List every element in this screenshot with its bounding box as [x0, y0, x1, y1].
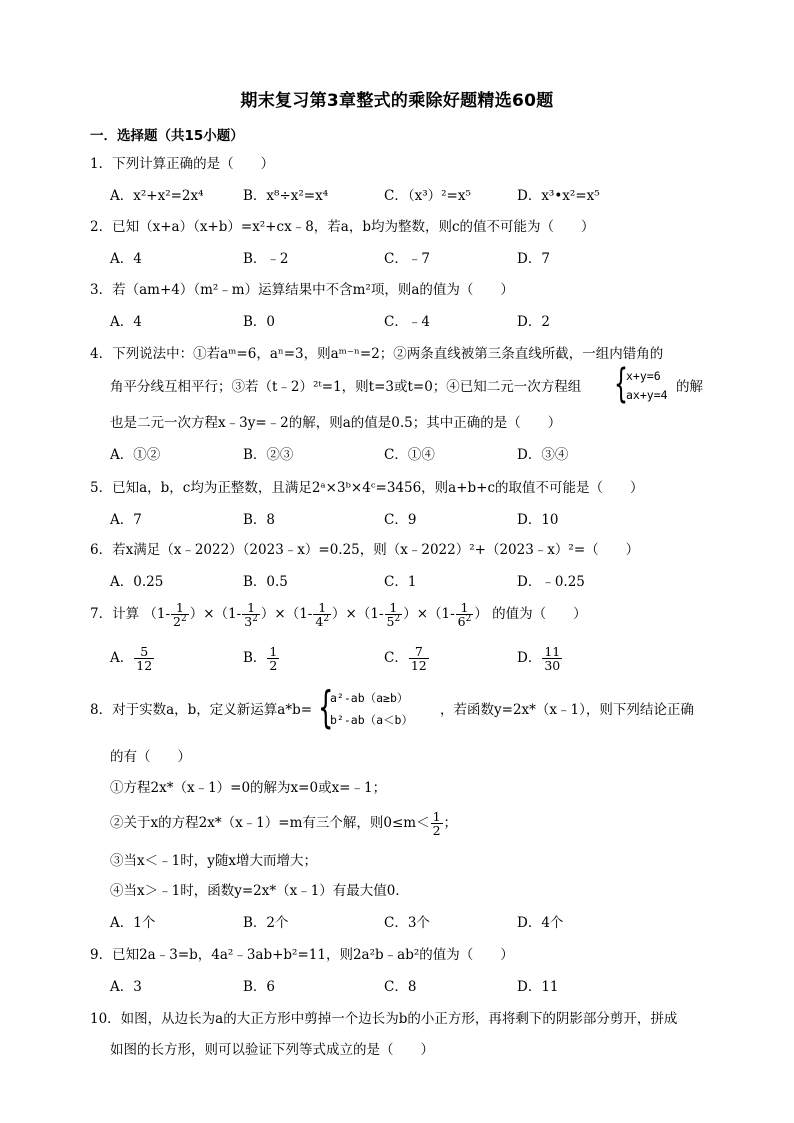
question-3-stem: 3．若（am+4）（m²﹣m）运算结果中不含m²项，则a的值为（ ） [90, 282, 514, 298]
q8-statement-4: ④当x＞﹣1时，函数y=2x*（x﹣1）有最大值0． [110, 883, 409, 899]
q3-option-a: A．4 [110, 314, 142, 330]
q2-option-c: C．﹣7 [384, 251, 430, 267]
q6-option-c: C．1 [384, 574, 417, 590]
section-heading: 一．选择题（共15小题） [90, 128, 244, 144]
question-6-stem: 6．若x满足（x﹣2022）（2023﹣x）=0.25，则（x﹣2022）²+（2023﹣x）²=（ ） [90, 542, 640, 558]
question-1-stem: 1．下列计算正确的是（ ） [90, 156, 275, 172]
q8-statement-1: ①方程2x*（x﹣1）=0的解为x=0或x=﹣1； [110, 780, 387, 796]
system-eq-1: x+y=6 [626, 369, 661, 383]
q3-option-d: D．2 [517, 314, 550, 330]
piecewise-case-1: a²-ab（a≥b） [330, 691, 409, 705]
q6-option-d: D．﹣0.25 [517, 574, 585, 590]
question-7-stem [90, 599, 587, 629]
question-10-line2: 如图的长方形，则可以验证下列等式成立的是（ ） [110, 1042, 434, 1058]
q8-statement-2: ②关于x的方程2x*（x﹣1）=m有三个解，则0≤m＜ $\frac{1}{2}$ ； [110, 809, 458, 838]
piecewise-case-2: b²-ab（a＜b） [330, 713, 413, 727]
q7-option-b: B． $\frac{1}{2}$ [243, 644, 278, 673]
q1-option-b: B．x⁸÷x²=x⁴ [243, 188, 329, 204]
q7-fraction-5: $\frac{1}{6^2}$ [457, 600, 472, 629]
q7-suffix: 的值为（ ） [492, 606, 587, 622]
equation-system [614, 361, 674, 407]
question-4-line1: 4．下列说法中：①若aᵐ=6，aⁿ=3，则aᵐ⁻ⁿ=2；②两条直线被第三条直线所截，一组内错角的 [90, 346, 664, 362]
question-9-stem: 9．已知2a﹣3=b，4a²﹣3ab+b²=11，则2a²b﹣ab²的值为（ ） [90, 947, 514, 963]
q4-option-d: D．③④ [517, 447, 569, 463]
q5-option-d: D．10 [517, 512, 559, 528]
q7-product: （1- $\frac{1}{2^2}$ ）×（1- $\frac{1}{3^2}$ ）×（1- $\frac{1}{4^2}$ ）×（1- $\frac{1}{5^2}$ ）×（1- $\frac{1}{6^2}$ ） [143, 600, 488, 629]
q8-option-c: C．3个 [384, 915, 430, 931]
q6-option-b: B．0.5 [243, 574, 288, 590]
q7-option-d: D． $\frac{11}{30}$ [517, 644, 561, 673]
q9-option-d: D．11 [517, 979, 559, 995]
q2-option-d: D．7 [517, 251, 550, 267]
q8-option-a: A．1个 [110, 915, 156, 931]
q5-option-a: A．7 [110, 512, 142, 528]
q7-fraction-2: $\frac{1}{3^2}$ [244, 600, 258, 629]
question-4-line2: 角平分线互相平行；③若（t﹣2）²ᵗ=1，则t=3或t=0；④已知二元一次方程组 [110, 379, 582, 395]
q7-option-c: C． $\frac{7}{12}$ [384, 644, 427, 673]
q9-option-b: B．6 [243, 979, 276, 995]
question-8-stem-c: 的有（ ） [110, 749, 191, 765]
q9-option-c: C．8 [384, 979, 417, 995]
q2-option-a: A．4 [110, 251, 142, 267]
question-2-stem: 2．已知（x+a）（x+b）=x²+cx﹣8，若a，b均为整数，则c的值不可能为（ ） [90, 219, 595, 235]
q7-option-a: A． $\frac{5}{12}$ [110, 644, 153, 673]
q3-option-c: C．﹣4 [384, 314, 430, 330]
q7-fraction-3: $\frac{1}{4^2}$ [315, 600, 330, 629]
q3-option-b: B．0 [243, 314, 276, 330]
q8-option-b: B．2个 [243, 915, 289, 931]
system-eq-2: ax+y=4 [626, 388, 668, 402]
q5-option-c: C．9 [384, 512, 417, 528]
q7-fraction-1: $\frac{1}{2^2}$ [173, 600, 187, 629]
brace-symbol: { [614, 361, 628, 407]
q9-option-a: A．3 [110, 979, 142, 995]
question-4-line2-tail: 的解 [676, 379, 703, 395]
question-5-stem: 5．已知a，b，c均为正整数，且满足2ᵃ×3ᵇ×4ᶜ=3456，则a+b+c的取值不可能是（ ） [90, 480, 644, 496]
q2-option-b: B．﹣2 [243, 251, 289, 267]
q7-prefix: 7．计算 [90, 606, 140, 622]
q5-option-b: B．8 [243, 512, 276, 528]
q6-option-a: A．0.25 [110, 574, 164, 590]
brace-symbol: { [318, 682, 334, 733]
q4-option-c: C．①④ [384, 447, 435, 463]
piecewise-definition [318, 682, 438, 733]
page-title: 期末复习第3章整式的乘除好题精选60题 [240, 91, 554, 111]
q1-option-d: D．x³•x²=x⁵ [517, 188, 600, 204]
q4-option-a: A．①② [110, 447, 161, 463]
q1-option-a: A．x²+x²=2x⁴ [110, 188, 204, 204]
question-8-stem-a: 8．对于实数a，b，定义新运算a*b= [90, 702, 313, 718]
question-10-line1: 10．如图，从边长为a的大正方形中剪掉一个边长为b的小正方形，再将剩下的阴影部分剪开，拼成 [90, 1011, 678, 1027]
q8-option-d: D．4个 [517, 915, 564, 931]
q7-fraction-4: $\frac{1}{5^2}$ [386, 600, 401, 629]
question-8-stem-b: ，若函数y=2x*（x﹣1），则下列结论正确 [440, 702, 694, 718]
q4-option-b: B．②③ [243, 447, 294, 463]
question-4-line3: 也是二元一次方程x﹣3y=﹣2的解，则a的值是0.5；其中正确的是（ ） [110, 415, 562, 431]
q8-statement-3: ③当x＜﹣1时，y随x增大而增大； [110, 853, 317, 869]
q1-option-c: C．（x³）²=x⁵ [384, 188, 471, 204]
